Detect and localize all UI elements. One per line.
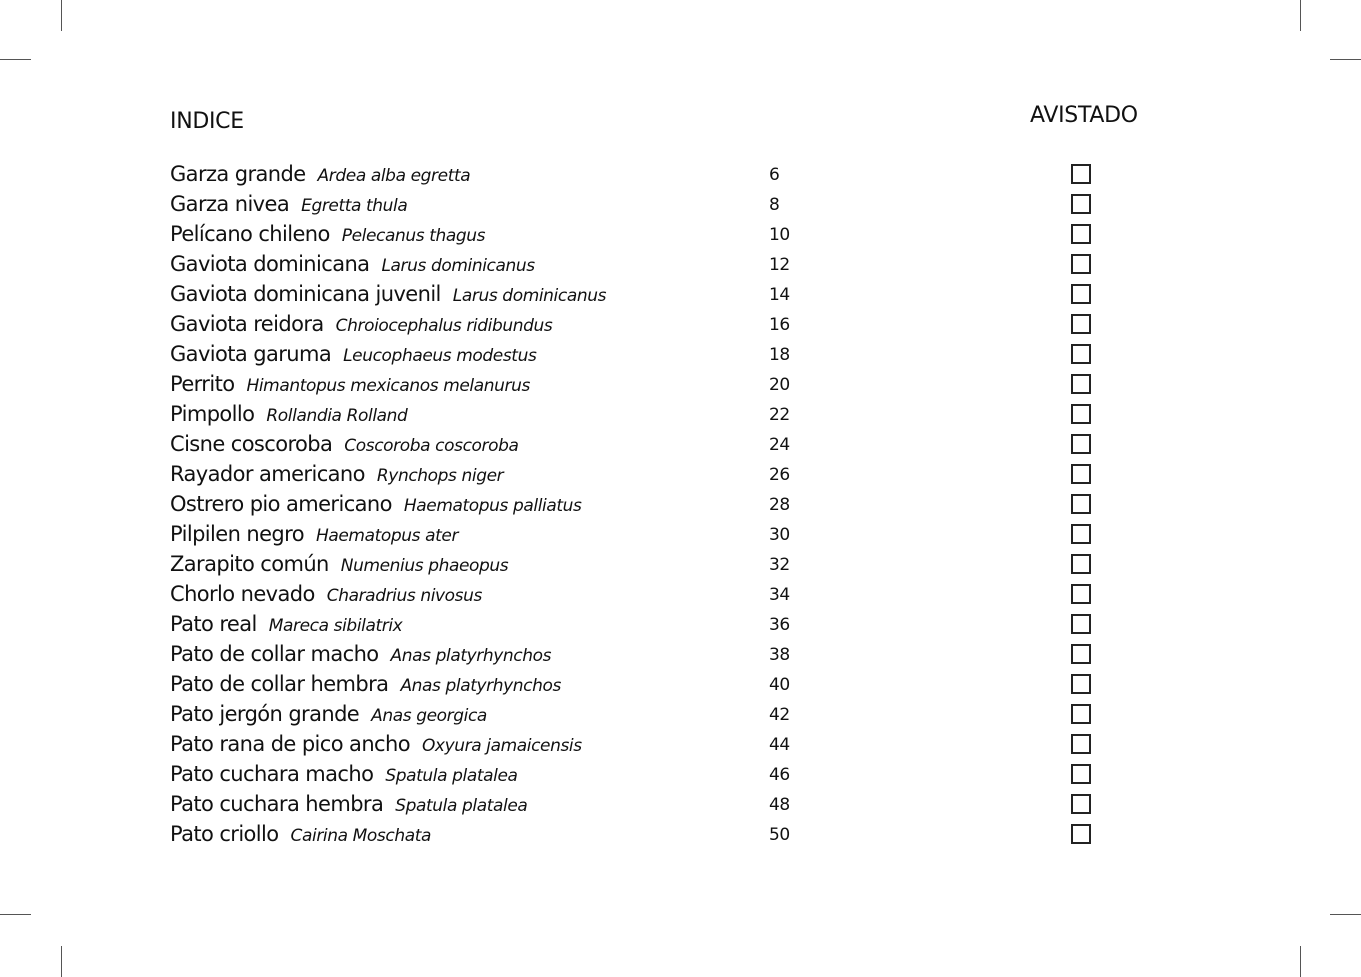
sighted-checkbox[interactable] xyxy=(1071,164,1091,184)
common-name: Pato de collar macho xyxy=(170,642,379,666)
scientific-name: Rollandia Rolland xyxy=(266,406,408,426)
page-number: 18 xyxy=(769,345,790,365)
common-name: Gaviota garuma xyxy=(170,342,332,366)
index-row xyxy=(0,399,1361,429)
species-name xyxy=(170,639,551,671)
page-number: 8 xyxy=(769,195,780,215)
page-number: 38 xyxy=(769,645,790,665)
page-number: 6 xyxy=(769,165,780,185)
species-name xyxy=(170,279,606,311)
common-name: Cisne coscoroba xyxy=(170,432,333,456)
common-name: Pato rana de pico ancho xyxy=(170,732,410,756)
sighted-checkbox[interactable] xyxy=(1071,344,1091,364)
scientific-name: Egretta thula xyxy=(301,196,408,216)
sighted-checkbox[interactable] xyxy=(1071,194,1091,214)
sighted-checkbox[interactable] xyxy=(1071,734,1091,754)
species-name xyxy=(170,159,470,191)
common-name: Pimpollo xyxy=(170,402,255,426)
sighted-checkbox[interactable] xyxy=(1071,644,1091,664)
common-name: Pilpilen negro xyxy=(170,522,304,546)
sighted-checkbox[interactable] xyxy=(1071,464,1091,484)
page-number: 10 xyxy=(769,225,790,245)
crop-mark-left-bottom xyxy=(0,914,31,915)
page-number: 42 xyxy=(769,705,790,725)
species-name xyxy=(170,579,482,611)
scientific-name: Rynchops niger xyxy=(376,466,504,486)
sighted-checkbox[interactable] xyxy=(1071,764,1091,784)
common-name: Pato cuchara hembra xyxy=(170,792,384,816)
page-number: 28 xyxy=(769,495,790,515)
crop-mark-bottom-right xyxy=(1300,946,1301,977)
common-name: Gaviota dominicana juvenil xyxy=(170,282,441,306)
common-name: Zarapito común xyxy=(170,552,329,576)
sighted-checkbox[interactable] xyxy=(1071,704,1091,724)
scientific-name: Mareca sibilatrix xyxy=(268,616,403,636)
index-row xyxy=(0,549,1361,579)
page-number: 20 xyxy=(769,375,790,395)
page-number: 34 xyxy=(769,585,790,605)
page-number: 22 xyxy=(769,405,790,425)
species-name xyxy=(170,339,536,371)
species-name xyxy=(170,369,530,401)
common-name: Perrito xyxy=(170,372,235,396)
index-row xyxy=(0,279,1361,309)
common-name: Garza grande xyxy=(170,162,306,186)
scientific-name: Oxyura jamaicensis xyxy=(421,736,582,756)
index-row xyxy=(0,519,1361,549)
index-row xyxy=(0,789,1361,819)
index-row xyxy=(0,339,1361,369)
common-name: Pato jergón grande xyxy=(170,702,360,726)
sighted-checkbox[interactable] xyxy=(1071,674,1091,694)
common-name: Pato real xyxy=(170,612,257,636)
index-row xyxy=(0,729,1361,759)
species-name xyxy=(170,549,508,581)
scientific-name: Coscoroba coscoroba xyxy=(344,436,519,456)
scientific-name: Cairina Moschata xyxy=(290,826,431,846)
index-title: INDICE xyxy=(170,109,244,134)
sighted-column-title: AVISTADO xyxy=(1030,103,1138,128)
index-row xyxy=(0,699,1361,729)
sighted-checkbox[interactable] xyxy=(1071,614,1091,634)
scientific-name: Pelecanus thagus xyxy=(341,226,486,246)
sighted-checkbox[interactable] xyxy=(1071,284,1091,304)
index-row xyxy=(0,189,1361,219)
species-name xyxy=(170,399,407,431)
crop-mark-top-left xyxy=(61,0,62,31)
index-row xyxy=(0,579,1361,609)
species-name xyxy=(170,489,582,521)
sighted-checkbox[interactable] xyxy=(1071,794,1091,814)
sighted-checkbox[interactable] xyxy=(1071,254,1091,274)
common-name: Gaviota dominicana xyxy=(170,252,370,276)
species-name xyxy=(170,519,458,551)
species-name xyxy=(170,819,431,851)
crop-mark-top-right xyxy=(1300,0,1301,31)
scientific-name: Haematopus ater xyxy=(315,526,459,546)
species-name xyxy=(170,789,527,821)
scientific-name: Anas platyrhynchos xyxy=(390,646,552,666)
species-name xyxy=(170,309,552,341)
species-name xyxy=(170,189,407,221)
index-row xyxy=(0,159,1361,189)
index-row xyxy=(0,819,1361,849)
species-name xyxy=(170,759,518,791)
common-name: Pelícano chileno xyxy=(170,222,330,246)
scientific-name: Spatula platalea xyxy=(385,766,518,786)
scientific-name: Anas georgica xyxy=(371,706,487,726)
common-name: Garza nivea xyxy=(170,192,290,216)
species-name xyxy=(170,459,503,491)
page-number: 46 xyxy=(769,765,790,785)
index-row xyxy=(0,249,1361,279)
index-row xyxy=(0,759,1361,789)
index-row xyxy=(0,309,1361,339)
common-name: Chorlo nevado xyxy=(170,582,315,606)
species-name xyxy=(170,699,487,731)
scientific-name: Larus dominicanus xyxy=(452,286,607,306)
scientific-name: Larus dominicanus xyxy=(381,256,535,276)
scientific-name: Ardea alba egretta xyxy=(317,166,471,186)
common-name: Rayador americano xyxy=(170,462,365,486)
species-name xyxy=(170,429,519,461)
page-number: 32 xyxy=(769,555,790,575)
scientific-name: Charadrius nivosus xyxy=(326,586,482,606)
sighted-checkbox[interactable] xyxy=(1071,224,1091,244)
species-name xyxy=(170,249,535,281)
crop-mark-bottom-left xyxy=(61,946,62,977)
index-row xyxy=(0,369,1361,399)
scientific-name: Himantopus mexicanos melanurus xyxy=(246,376,530,396)
scientific-name: Chroiocephalus ridibundus xyxy=(335,316,553,336)
index-row xyxy=(0,639,1361,669)
page-number: 12 xyxy=(769,255,790,275)
common-name: Pato cuchara macho xyxy=(170,762,374,786)
scientific-name: Spatula platalea xyxy=(395,796,528,816)
species-name xyxy=(170,729,582,761)
page-number: 24 xyxy=(769,435,790,455)
sighted-checkbox[interactable] xyxy=(1071,584,1091,604)
sighted-checkbox[interactable] xyxy=(1071,434,1091,454)
scientific-name: Haematopus palliatus xyxy=(403,496,582,516)
page-number: 48 xyxy=(769,795,790,815)
sighted-checkbox[interactable] xyxy=(1071,824,1091,844)
scientific-name: Anas platyrhynchos xyxy=(400,676,561,696)
scientific-name: Numenius phaeopus xyxy=(340,556,509,576)
page-number: 14 xyxy=(769,285,790,305)
sighted-checkbox[interactable] xyxy=(1071,524,1091,544)
sighted-checkbox[interactable] xyxy=(1071,494,1091,514)
page-number: 50 xyxy=(769,825,790,845)
page-number: 30 xyxy=(769,525,790,545)
page-number: 36 xyxy=(769,615,790,635)
species-name xyxy=(170,609,402,641)
common-name: Pato de collar hembra xyxy=(170,672,389,696)
index-row xyxy=(0,489,1361,519)
scientific-name: Leucophaeus modestus xyxy=(343,346,537,366)
sighted-checkbox[interactable] xyxy=(1071,404,1091,424)
sighted-checkbox[interactable] xyxy=(1071,374,1091,394)
index-row xyxy=(0,429,1361,459)
crop-mark-right-bottom xyxy=(1330,914,1361,915)
page-number: 44 xyxy=(769,735,790,755)
page-number: 26 xyxy=(769,465,790,485)
index-row xyxy=(0,219,1361,249)
sighted-checkbox[interactable] xyxy=(1071,554,1091,574)
sighted-checkbox[interactable] xyxy=(1071,314,1091,334)
crop-mark-right-top xyxy=(1330,59,1361,60)
species-name xyxy=(170,219,485,251)
index-row xyxy=(0,609,1361,639)
page-number: 16 xyxy=(769,315,790,335)
common-name: Gaviota reidora xyxy=(170,312,324,336)
index-row xyxy=(0,669,1361,699)
common-name: Pato criollo xyxy=(170,822,279,846)
page-number: 40 xyxy=(769,675,790,695)
crop-mark-left-top xyxy=(0,59,31,60)
index-row xyxy=(0,459,1361,489)
species-name xyxy=(170,669,561,701)
common-name: Ostrero pio americano xyxy=(170,492,392,516)
